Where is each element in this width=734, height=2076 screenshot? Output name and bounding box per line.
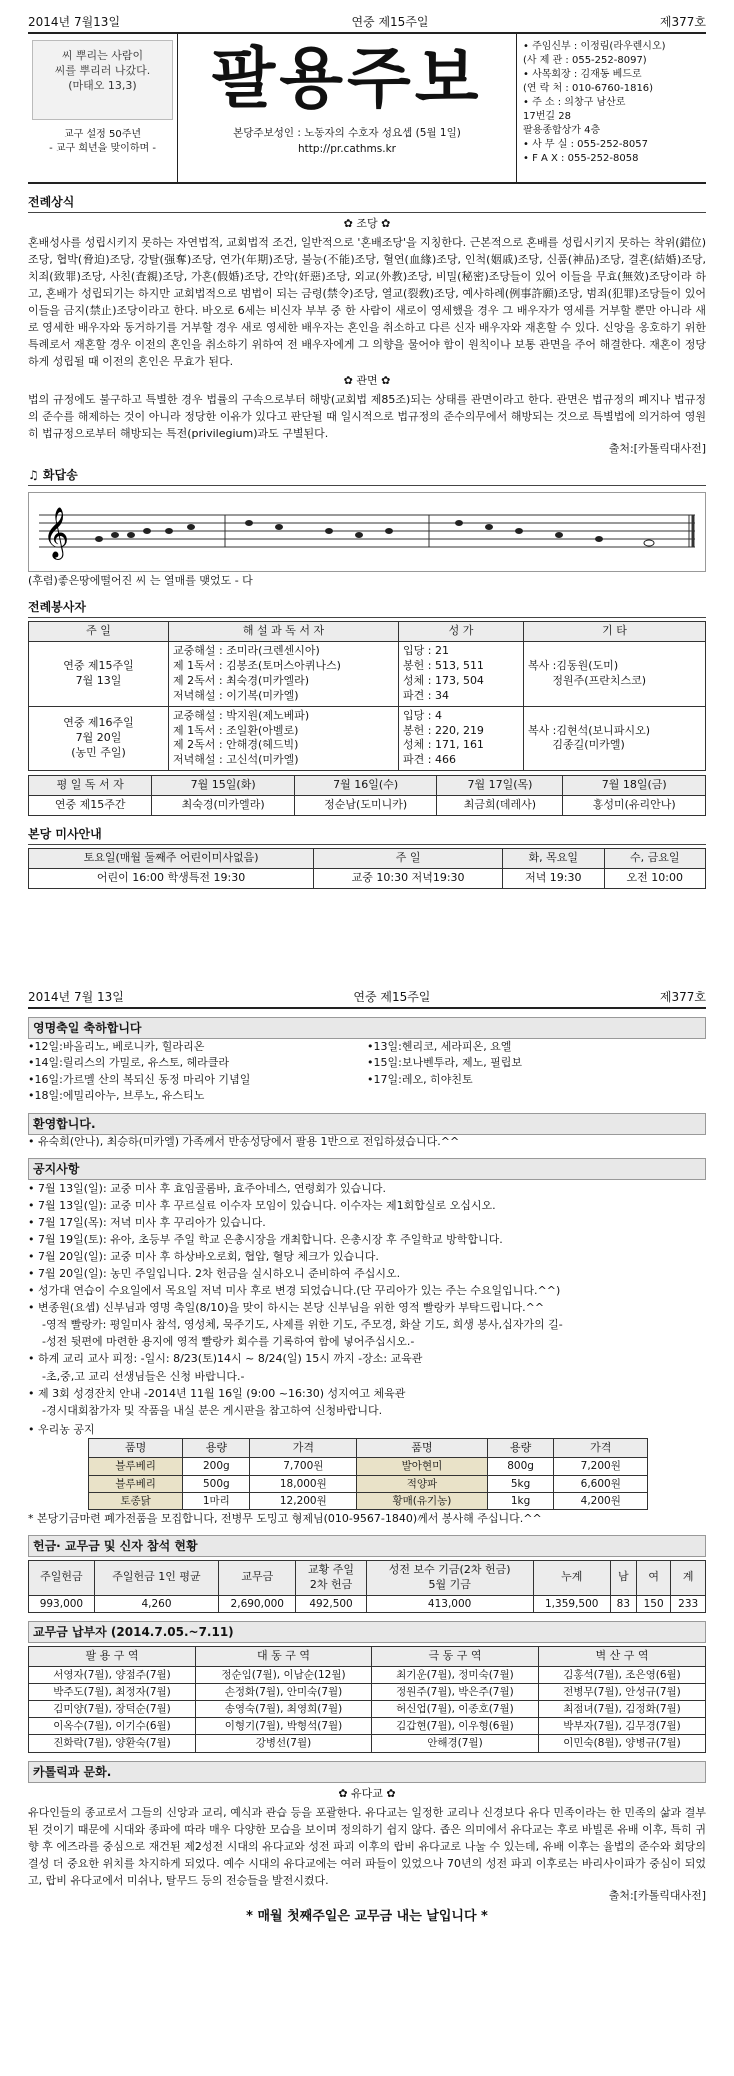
dues-section-title: 교무금 납부자 (2014.7.05.~7.11) [28, 1621, 706, 1643]
etc-line: 정원주(프란치스코) [527, 673, 647, 687]
table-cell: 어린이 16:00 학생특전 19:30 [29, 868, 314, 888]
server-day: 연중 제16주일 7월 20일 (농민 주일) [29, 706, 169, 770]
welcome-section-title: 환영합니다. [28, 1113, 706, 1135]
reader-line: 교중해설 : 박지원(제노베파) [173, 708, 310, 722]
stats-table [28, 1560, 706, 1613]
table-header: 여 [636, 1560, 671, 1595]
etc-line: 복사 :김동원(도미) [527, 659, 619, 673]
issue-number: 제377호 [659, 989, 706, 1004]
source-note: 출처:[카톨릭대사전] [608, 442, 706, 456]
culture-text: 유다인들의 종교로서 그들의 신앙과 교리, 예식과 관습 등을 포괄한다. 유다교는 일정한 교리나 신경보다 유다 민족이라는 한 민족의 삶과 결부된 것이기 때문에 시대와 종파에 따라 매우 다양한 모습을 보이며 정의하기 쉽지 않다. 좁은 의미에서 유다교는 후로 바빌론 유배 이후, 특히 귀향 후 에즈라를 중심으로 재건된 제2성전 시대의 유다교와 성전 파괴 이후의 랍비 유다교로 나눌 수 있는데, 유배 이후는 율법의 준수와 회당의 결성 더 중요한 위치를 차지하게 되었다. 예수 시대의 유다교에는 여러 파들이 있었으나 70년의 성전 파괴 이후로는 바리사이파가 중심이 되었고, 랍비 유다교에서 미쉬나, 탈무드 등의 전승들을 발전시켰다. [28, 1805, 706, 1887]
hymn-line: 파견 : 466 [403, 753, 456, 767]
mass-text: 혼배성사를 성립시키지 못하는 자연법적, 교회법적 조건, 일반적으로 '혼배조당'을 지칭한다. 근본적으로 혼배를 성립시키지 못하는 착위(錯位)조당, 협박(脅迫)조당, 강탈(强奪)조당, 연가(年期)조당, 불능(不能)조당, 혈연(血緣)조당, 인척(姻戚)조당, 신품(神品)조당, 결혼(結婚)조당, 치죄(致罪)조당, 사친(査親)조당, 가혼(假婚)조당, 간악(奸惡)조당, 외교(外教)조당, 비밀(秘密)조당들이 있어 이들을 무효(無效)조당이라 하고, 혼배가 성립되기는 하지만 교회법적으로 범법이 되는 금령(禁令)조당, 열교(裂敎)조당, 예사하례(例事許願)조당, 범죄(犯罪)조당들이 있어 이들을 금지(禁止)조당이라고 한다. 바오로 6세는 비신자 부부 중 한 사람이 새로이 영세했을 경우 그 배우자가 영세를 거부할 뿐만 아니라 새로 영세한 배우자와 동거하기를 거부할 경우 새로 영세한 배우자는 혼인을 취소하고 다른 신자 배우자와 재혼할 수 있다. 신앙을 옹호하기 위한 특례로서 재혼할 경우 이전의 혼인을 취소하기 위하여 전 배우자에게 그 의향을 물어야 함이 원칙이나 보통 관면을 주어 해결한다. 재혼이 정당하게 성립될 때 이전의 혼인은 무효가 된다. [28, 236, 706, 369]
contact-line: • 사목회장 : 김재동 베드로 [523, 69, 642, 80]
table-cell: 최숙경(미카엘라) [152, 795, 295, 815]
table-cell: 정순임(7월), 이남순(12월) [196, 1666, 372, 1683]
feast-section-title: 영명축일 축하합니다 [28, 1017, 706, 1039]
notice-list [28, 1180, 706, 1419]
table-header: 성전 보수 기금(2차 헌금) 5월 기금 [366, 1560, 533, 1595]
contact-line: • 사 무 실 : 055-252-8057 [523, 139, 648, 150]
table-header: 토요일(매월 둘째주 어린이미사없음) [29, 848, 314, 868]
hymn-line: 입당 : 4 [403, 708, 442, 722]
table-cell: 저녁 19:30 [503, 868, 604, 888]
list-item: •12일:바올리노, 베로니카, 힐라리온 [28, 1039, 205, 1053]
reader-line: 저녁해설 : 고신석(미카엘) [173, 753, 299, 767]
verse-box [32, 40, 173, 120]
weekday-readers-table [28, 775, 706, 816]
masthead [28, 34, 706, 184]
liturgy-section-title: 전례상식 [28, 194, 706, 213]
table-cell: 안해경(7월) [371, 1735, 538, 1752]
liturgical-week: 연중 제15주일 [351, 15, 429, 29]
table-cell: 적양파 [357, 1475, 488, 1492]
verse-line: (마태오 13,3) [68, 78, 137, 92]
table-row [29, 706, 706, 770]
table-header: 7월 18일(금) [563, 776, 706, 796]
list-item: -영적 빨랑카: 평일미사 참석, 영성체, 묵주기도, 사제를 위한 기도, 주모경, 화살 기도, 희생 봉사,십자가의 길- [28, 1318, 563, 1332]
table-header: 7월 17일(목) [437, 776, 563, 796]
list-item: • 하계 교리 교사 피정: -일시: 8/23(토)14시 ~ 8/24(일) 15시 까지 -장소: 교육관 [28, 1352, 423, 1366]
liturgical-week: 연중 제15주일 [353, 989, 431, 1004]
reader-line: 저녁해설 : 이기복(미카엘) [173, 688, 299, 702]
table-cell: 김갑현(7월), 이우형(6월) [371, 1718, 538, 1735]
list-item: -성전 뒷편에 마련한 용지에 영적 빨랑카 회수를 기록하여 함에 넣어주십시오.- [28, 1335, 415, 1349]
list-item: • 성가대 연습이 수요일에서 목요일 저녁 미사 후로 변경 되었습니다.(단 꾸리아가 있는 주는 수요일입니다.^^) [28, 1284, 561, 1298]
table-cell: 150 [636, 1595, 671, 1612]
table-cell: 홍성미(유리안나) [563, 795, 706, 815]
table-header: 벽 산 구 역 [538, 1646, 705, 1666]
contact-line: (연 락 처 : 010-6760-1816) [523, 83, 654, 94]
table-header: 가격 [554, 1438, 648, 1458]
culture-section-title: 카톨릭과 문화. [28, 1761, 706, 1783]
dispense-heading: ✿ 관면 ✿ [343, 374, 391, 388]
feast-list [28, 1039, 706, 1105]
table-cell: 이형기(7월), 박형석(7월) [196, 1718, 372, 1735]
table-header: 교황 주일 2차 헌금 [296, 1560, 366, 1595]
list-item: • 변종원(요셉) 신부님과 영명 축일(8/10)을 맞이 하시는 본당 신부님을 위한 영적 빨랑카 부탁드립니다.^^ [28, 1301, 545, 1315]
verse-line: 씨를 뿌리러 나갔다. [54, 63, 151, 77]
table-cell: 500g [183, 1475, 250, 1492]
table-row [29, 642, 706, 706]
welcome-text: • 유숙희(안나), 최승하(미카엘) 가족께서 반송성당에서 팔용 1반으로 전입하셨습니다.^^ [28, 1134, 460, 1148]
table-row [89, 1458, 648, 1475]
table-cell: 최점녀(7월), 김정화(7월) [538, 1701, 705, 1718]
table-header: 가격 [250, 1438, 357, 1458]
svg-text:𝄞: 𝄞 [43, 507, 70, 559]
list-item: •15일:보나벤투라, 제노, 필립보 [367, 1056, 523, 1070]
contact-line: • 주 소 : 의창구 남산로 [523, 97, 626, 108]
table-header: 팔 용 구 역 [29, 1646, 196, 1666]
table-cell: 오전 10:00 [604, 868, 705, 888]
table-header: 7월 15일(화) [152, 776, 295, 796]
table-header: 대 동 구 역 [196, 1646, 372, 1666]
list-item: •18일:에밀리아누, 브루노, 유스티노 [28, 1089, 205, 1103]
table-header: 품명 [357, 1438, 488, 1458]
table-header: 평 일 독 서 자 [29, 776, 152, 796]
goods-title: • 우리농 공지 [28, 1422, 95, 1436]
table-cell: 발아현미 [357, 1458, 488, 1475]
goods-note: * 본당기금마련 폐가전품을 모집합니다, 전병무 도밍고 형제님(010-9567-1840)께서 봉사해 주십니다.^^ [28, 1511, 542, 1525]
table-row [29, 1666, 706, 1683]
table-cell: 최기운(7월), 정미숙(7월) [371, 1666, 538, 1683]
culture-source: 출처:[카톨릭대사전] [608, 1888, 706, 1902]
music-staff [28, 492, 706, 572]
table-cell: 블루베리 [89, 1475, 183, 1492]
table-cell: 이민숙(8월), 양병규(7월) [538, 1735, 705, 1752]
dispense-text: 법의 규정에도 불구하고 특별한 경우 법률의 구속으로부터 해방(교회법 제85조)되는 상태를 관면이라고 한다. 관면은 법규정의 폐지나 법규정의 준수를 해제하는 것이 아니라 정당한 이유가 있다고 판단될 때 일시적으로 법규정의 준수의무에서 해방되는 것으로 특별법에 의거하여 영원히 법규정으로부터 해방되는 특전(privilegium)과도 구별된다. [28, 393, 706, 441]
table-cell: 800g [487, 1458, 554, 1475]
table-header: 용량 [183, 1438, 250, 1458]
table-header: 주일헌금 1인 평균 [94, 1560, 218, 1595]
list-item: • 7월 20일(일): 농민 주일입니다. 2차 헌금을 실시하오니 준비하여 주십시오. [28, 1267, 401, 1281]
table-cell: 1마리 [183, 1492, 250, 1509]
table-header: 계 [671, 1560, 706, 1595]
staff-notation-image [29, 493, 705, 571]
table-header: 품명 [89, 1438, 183, 1458]
notice-section-title: 공지사항 [28, 1158, 706, 1180]
table-cell: 진화락(7월), 양환숙(7월) [29, 1735, 196, 1752]
table-cell: 1,359,500 [533, 1595, 610, 1612]
table-row [29, 1735, 706, 1752]
table-header: 기 타 [523, 622, 705, 642]
table-row [29, 1683, 706, 1700]
masthead-left [28, 34, 178, 182]
table-row [29, 1718, 706, 1735]
stats-section-title: 헌금· 교무금 및 신자 참석 현황 [28, 1535, 706, 1557]
goods-table [88, 1438, 648, 1510]
list-item: -초,중,고 교리 선생님들은 신청 바랍니다.- [28, 1369, 245, 1383]
hymn-line: 성체 : 173, 504 [403, 673, 484, 687]
patron-saint: 본당주보성인 : 노동자의 수호자 성요셉 (5월 1일) [233, 127, 461, 139]
table-cell: 정원주(7월), 박은주(7월) [371, 1683, 538, 1700]
table-cell: 연중 제15주간 [29, 795, 152, 815]
table-header: 성 가 [399, 622, 524, 642]
culture-heading: ✿ 유다교 ✿ [338, 1786, 396, 1800]
list-item: • 7월 20일(일): 교중 미사 후 하상바오로회, 협압, 혈당 체크가 있습니다. [28, 1250, 379, 1264]
list-item: • 7월 19일(토): 유아, 초등부 주일 학교 은총시장을 개최합니다. 은총시장 후 주일학교 방학합니다. [28, 1233, 503, 1247]
mass-heading: ✿ 조당 ✿ [343, 217, 391, 231]
table-cell: 1kg [487, 1492, 554, 1509]
hymn-line: 성체 : 171, 161 [403, 738, 484, 752]
table-cell: 83 [610, 1595, 636, 1612]
website-link[interactable]: http://pr.cathms.kr [298, 143, 396, 156]
dues-table [28, 1646, 706, 1753]
table-cell: 18,000원 [250, 1475, 357, 1492]
table-header: 주일헌금 [29, 1560, 95, 1595]
verse-line: 씨 뿌리는 사람이 [61, 49, 144, 62]
list-item: •14일:릴리스의 가밀로, 유스토, 헤라클라 [28, 1056, 230, 1070]
table-cell: 김홍석(7월), 조은영(6월) [538, 1666, 705, 1683]
table-header: 7월 16일(수) [294, 776, 437, 796]
table-cell: 김미양(7월), 장덕순(7월) [29, 1701, 196, 1718]
table-cell: 송영숙(7월), 최영희(7월) [196, 1701, 372, 1718]
table-cell: 6,600원 [554, 1475, 648, 1492]
hymn-line: 봉헌 : 513, 511 [403, 659, 484, 673]
contact-line: • 주임신부 : 이정림(라우렌시오) [523, 41, 666, 52]
anniv-line: - 교구 희년을 맞이하며 - [49, 142, 156, 154]
table-header: 해 설 과 독 서 자 [169, 622, 399, 642]
table-header: 교무금 [219, 1560, 296, 1595]
table-cell: 200g [183, 1458, 250, 1475]
table-cell: 교중 10:30 저녁19:30 [314, 868, 503, 888]
contact-info [516, 34, 706, 182]
table-cell: 993,000 [29, 1595, 95, 1612]
table-row [89, 1475, 648, 1492]
table-cell: 최금희(데레사) [437, 795, 563, 815]
table-cell: 2,690,000 [219, 1595, 296, 1612]
list-item: • 제 3회 성경잔치 안내 -2014년 11월 16일 (9:00 ~16:30) 성지여고 체육관 [28, 1386, 406, 1400]
issue-date: 2014년 7월13일 [28, 15, 121, 29]
mass-schedule-table [28, 848, 706, 889]
table-cell: 5kg [487, 1475, 554, 1492]
bulletin-title: 팔용주보 [211, 40, 483, 117]
list-item: •17일:레오, 히야친토 [367, 1072, 473, 1086]
table-header: 화, 목요일 [503, 848, 604, 868]
contact-line: • F A X : 055-252-8058 [523, 153, 639, 164]
table-header: 주 일 [314, 848, 503, 868]
page2-header [28, 985, 706, 1009]
table-header: 수, 금요일 [604, 848, 705, 868]
table-cell: 허신업(7월), 이종호(7월) [371, 1701, 538, 1718]
table-header: 주 일 [29, 622, 169, 642]
contact-line: 팔용종합상가 4층 [523, 125, 601, 136]
hymn-line: 입당 : 21 [403, 644, 449, 658]
table-row [29, 1595, 706, 1612]
table-cell: 7,200원 [554, 1458, 648, 1475]
page-gap [28, 889, 706, 985]
reader-line: 교중해설 : 조미라(크렌센시아) [173, 644, 320, 658]
table-cell: 박주도(7월), 최정자(7월) [29, 1683, 196, 1700]
anniversary-text [32, 128, 173, 155]
table-header: 용량 [487, 1438, 554, 1458]
servers-section-title: 전례봉사자 [28, 599, 706, 618]
psalm-section-title: ♫ 화답송 [28, 467, 706, 486]
table-cell: 이옥수(7월), 이기수(6월) [29, 1718, 196, 1735]
page1-header [28, 0, 706, 34]
table-cell: 토종닭 [89, 1492, 183, 1509]
table-cell: 정순남(도미니카) [294, 795, 437, 815]
psalm-lyrics: (후렴)좋은땅에떨어진 씨 는 열매를 맺었도 - 다 [28, 574, 253, 588]
list-item: • 7월 17일(목): 저녁 미사 후 꾸리아가 있습니다. [28, 1216, 266, 1230]
table-row [29, 795, 706, 815]
masthead-center [178, 34, 516, 182]
list-item: •16일:가르멜 산의 복되신 동정 마리아 기념일 [28, 1072, 251, 1086]
reader-line: 제 2독서 : 최숙경(미카엘라) [173, 673, 310, 687]
reader-line: 제 1독서 : 조일환(아벨로) [173, 723, 299, 737]
table-row [29, 1701, 706, 1718]
list-item: -경시대회참가자 및 작품을 내실 분은 게시판을 참고하여 신청바랍니다. [28, 1403, 383, 1417]
servers-table [28, 621, 706, 771]
issue-number: 제377호 [659, 15, 706, 29]
table-header: 남 [610, 1560, 636, 1595]
table-row [29, 868, 706, 888]
table-cell: 413,000 [366, 1595, 533, 1612]
table-cell: 강병선(7월) [196, 1735, 372, 1752]
table-cell: 12,200원 [250, 1492, 357, 1509]
table-cell: 233 [671, 1595, 706, 1612]
server-day: 연중 제15주일 7월 13일 [29, 642, 169, 706]
table-row [89, 1492, 648, 1509]
list-item: • 7월 13일(일): 교중 미사 후 꾸르실료 이수자 모임이 있습니다. 이수자는 제1회합실로 오십시오. [28, 1199, 496, 1213]
reader-line: 제 2독서 : 안해경(헤드빅) [173, 738, 299, 752]
table-cell: 7,700원 [250, 1458, 357, 1475]
hymn-line: 파견 : 34 [403, 688, 449, 702]
table-cell: 손정화(7월), 안미숙(7월) [196, 1683, 372, 1700]
table-header: 누계 [533, 1560, 610, 1595]
issue-date: 2014년 7월 13일 [28, 989, 124, 1004]
list-item: •13일:헨리코, 세라피온, 요엘 [367, 1039, 512, 1053]
table-cell: 492,500 [296, 1595, 366, 1612]
table-cell: 4,200원 [554, 1492, 648, 1509]
table-header: 극 동 구 역 [371, 1646, 538, 1666]
table-cell: 전병무(7월), 안성규(7월) [538, 1683, 705, 1700]
table-cell: 황매(유기농) [357, 1492, 488, 1509]
footer-notice: * 매월 첫째주일은 교무금 내는 날입니다 * [246, 1908, 488, 1924]
table-cell: 4,260 [94, 1595, 218, 1612]
hymn-line: 봉헌 : 220, 219 [403, 723, 484, 737]
etc-line: 복사 :김현석(보니파시오) [527, 723, 650, 737]
contact-line: (사 제 관 : 055-252-8097) [523, 55, 647, 66]
list-item: • 7월 13일(일): 교중 미사 후 효임골롬바, 효주아네스, 연령회가 있습니다. [28, 1182, 387, 1196]
table-cell: 박부자(7월), 김무경(7월) [538, 1718, 705, 1735]
mass-schedule-title: 본당 미사안내 [28, 826, 706, 845]
anniv-line: 교구 설정 50주년 [63, 129, 142, 140]
table-cell: 블루베리 [89, 1458, 183, 1475]
contact-line: 17번길 28 [523, 111, 571, 122]
table-cell: 서영자(7월), 양점주(7월) [29, 1666, 196, 1683]
reader-line: 제 1독서 : 김봉조(토머스아퀴나스) [173, 659, 341, 673]
etc-line: 김종길(미카엘) [527, 738, 625, 752]
